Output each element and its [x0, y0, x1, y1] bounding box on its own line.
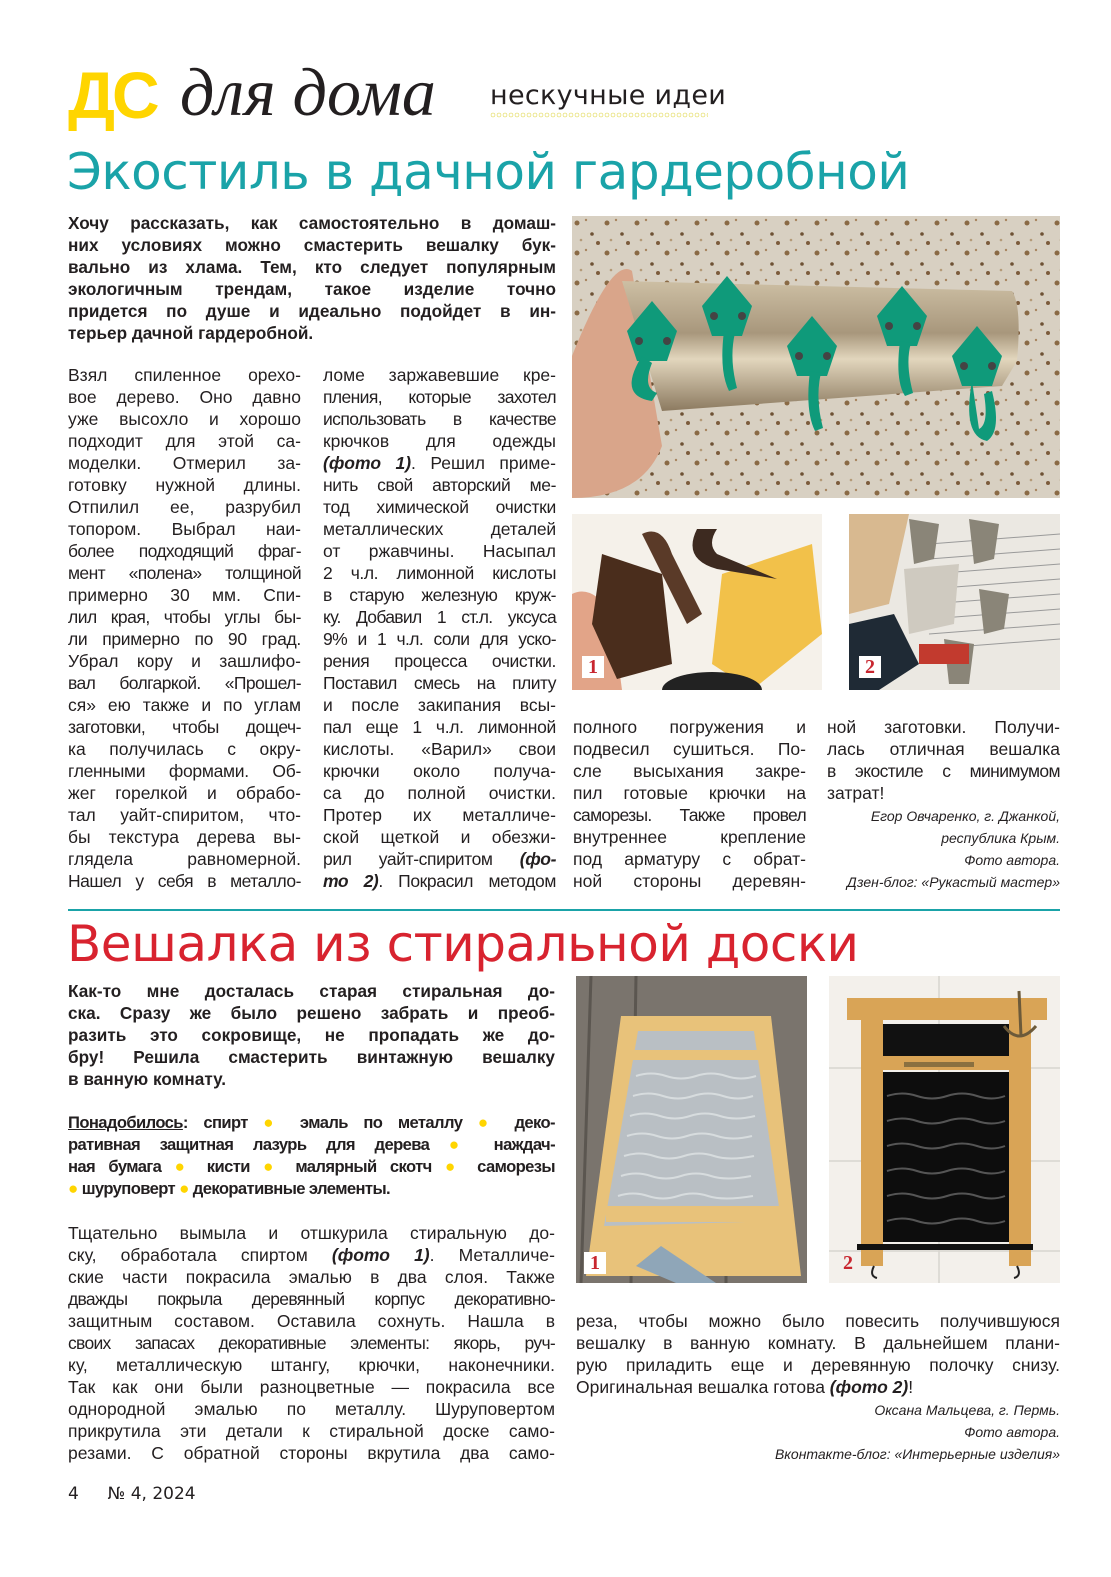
newspaper-header — [919, 644, 969, 664]
text-line: в старую железную круж- — [323, 585, 556, 605]
text-line — [576, 1376, 1060, 1398]
text-line — [68, 1244, 555, 1266]
washboard-before-illustration — [576, 976, 807, 1283]
text-line: ной стороны деревян- — [573, 871, 806, 891]
text-line — [323, 452, 556, 474]
bullet-icon: ● — [68, 1179, 78, 1198]
bullet-icon: ● — [179, 1179, 189, 1198]
lead-line: придется по душе и идеально подойдет в ин- — [68, 301, 556, 321]
photo-rusty-hooks — [572, 514, 822, 690]
text-fragment: . Решил приме- — [411, 453, 556, 473]
text-line: своих запасах декоративные элементы: якорь, руч- — [68, 1333, 555, 1353]
text-fragment: ску, обработала спиртом — [68, 1245, 332, 1265]
magazine-logo-ds: ДС — [68, 58, 157, 132]
photo-washboard-after — [829, 976, 1060, 1283]
text-line: ка получилась с окру- — [68, 739, 301, 759]
text-line: дважды покрыла деревянный корпус декоративно- — [68, 1289, 555, 1309]
text-line: Протер их металличе- — [323, 805, 556, 825]
material-item: шуруповерт — [81, 1179, 176, 1198]
metal-plate — [904, 564, 959, 634]
photo-reference: то 2) — [323, 871, 379, 891]
text-line: внутреннее крепление — [573, 827, 806, 847]
text-line: кислоты. «Варил» свои — [323, 739, 556, 759]
text-line: вое дерево. Оно давно — [68, 387, 301, 407]
article2-title: Вешалка из стиральной доски — [67, 915, 859, 973]
text-line: нить свой авторский ме- — [323, 475, 556, 495]
text-line: са до полной очистки. — [323, 783, 556, 803]
article1-column-2 — [323, 364, 556, 892]
text-fragment: . Металличе- — [429, 1245, 555, 1265]
material-item: малярный скотч — [295, 1157, 432, 1176]
material-item: наждач- — [493, 1135, 555, 1154]
handle — [904, 1062, 974, 1067]
text-line: пления, которые захотел — [323, 387, 556, 407]
photo-reference: (фо- — [519, 849, 556, 869]
text-line: защитным составом. Оставила сохнуть. Нашла в — [68, 1311, 555, 1331]
text-line: Отпилил ее, разрубил — [68, 497, 301, 517]
text-line: Нашел у себя в металло- — [68, 871, 301, 891]
frame-right — [1009, 1016, 1031, 1266]
material-item: ративная защитная лазурь для дерева — [68, 1135, 430, 1154]
text-line: тал уайт-спиритом, что- — [68, 805, 301, 825]
material-item: ная бумага — [68, 1157, 162, 1176]
text-line: моделки. Отмерил за- — [68, 453, 301, 473]
article1-lead — [68, 212, 556, 344]
text-line: под арматуру с обрат- — [573, 849, 806, 869]
bullet-icon: ● — [448, 1135, 475, 1154]
text-line: в экостиле с минимумом — [827, 761, 1060, 781]
materials-label: Понадобилось — [68, 1113, 183, 1132]
black-panel — [883, 1024, 1009, 1056]
material-item: эмаль по металлу — [299, 1113, 463, 1132]
author-name: Оксана Мальцева, г. Пермь. — [874, 1402, 1060, 1418]
photo-number-badge: 1 — [582, 656, 604, 678]
article1-column-4 — [827, 716, 1060, 804]
author-name: Егор Овчаренко, г. Джанкой, — [870, 808, 1060, 824]
materials-list — [68, 1112, 555, 1200]
text-line: прикрутила эти детали к стиральной доске само- — [68, 1421, 555, 1441]
text-line: сле высыхания закре- — [573, 761, 806, 781]
bullet-icon: ● — [263, 1113, 285, 1132]
text-line — [68, 1156, 555, 1178]
text-line: резами. С обратной стороны вкрутила два само- — [68, 1443, 555, 1463]
text-line: Взял спиленное орехо- — [68, 365, 301, 385]
frame-bar — [606, 1206, 781, 1222]
text-line: жег горелкой и обрабо- — [68, 783, 301, 803]
text-line: гленными формами. Об- — [68, 761, 301, 781]
text-line — [68, 1178, 555, 1200]
material-item: деко- — [514, 1113, 555, 1132]
section-divider — [68, 909, 1060, 911]
text-line: глядела равномерной. — [68, 849, 301, 869]
text-line: крючки около получа- — [323, 761, 556, 781]
text-fragment: . Покрасил методом — [378, 871, 556, 891]
frame-left — [861, 1016, 883, 1266]
photo-cleaned-hooks — [849, 514, 1060, 690]
text-line: вал болгаркой. «Прошел- — [68, 673, 301, 693]
text-line: однородной эмалью по металлу. Шуруповертом — [68, 1399, 555, 1419]
bullet-icon: ● — [444, 1157, 464, 1176]
text-line — [68, 1134, 555, 1156]
photo-number-badge: 2 — [843, 1252, 853, 1274]
material-item: кисти — [206, 1157, 250, 1176]
article1-signature — [760, 805, 1060, 893]
text-line: мент «полена» толщиной — [68, 563, 301, 583]
text-line: тод химической очистки — [323, 497, 556, 517]
text-line: Убрал кору и зашлифо- — [68, 651, 301, 671]
text-line: саморезы. Также провел — [573, 805, 806, 825]
photo-number-badge: 2 — [859, 656, 881, 678]
text-line — [323, 848, 556, 870]
text-line: лась отличная вешалка — [827, 739, 1060, 759]
text-line: ломе заржавевшие кре- — [323, 365, 556, 385]
blog-credit: Вконтакте-блог: «Интерьерные изделия» — [774, 1446, 1060, 1462]
frame-bar — [631, 1050, 761, 1060]
text-line: реза, чтобы можно было повесить получившуюся — [576, 1311, 1060, 1331]
text-line: уже высохло и хорошо — [68, 409, 301, 429]
text-line: заготовки, чтобы дощеч- — [68, 717, 301, 737]
page-number: 4 — [68, 1484, 79, 1504]
text-line: примерно 30 мм. Спи- — [68, 585, 301, 605]
text-line: металлических деталей — [323, 519, 556, 539]
text-line — [323, 870, 556, 892]
bullet-icon: ● — [174, 1157, 194, 1176]
text-line: ку, металлическую штангу, крючки, наконечники. — [68, 1355, 555, 1375]
text-line: затрат! — [827, 783, 885, 803]
text-line: от ржавчины. Насыпал — [323, 541, 556, 561]
text-line: Тщательно вымыла и отшкурила стиральную до- — [68, 1223, 555, 1243]
article2-body-left — [68, 1222, 555, 1464]
article1-title: Экостиль в дачной гардеробной — [67, 143, 910, 201]
rusty-hooks-illustration — [572, 514, 822, 690]
text-fragment: Оригинальная вешалка готова — [576, 1377, 830, 1397]
blog-credit: Дзен-блог: «Рукастый мастер» — [846, 874, 1060, 890]
lead-line: Как-то мне досталась старая стиральная до- — [68, 981, 555, 1001]
rubric-ornament — [490, 112, 708, 118]
text-line: лил края, чтобы углы бы- — [68, 607, 301, 627]
photo-number-badge: 1 — [584, 1252, 606, 1274]
text-line: ной заготовки. Получи- — [827, 717, 1060, 737]
text-line: 9% и 1 ч.л. соли для уско- — [323, 629, 556, 649]
text-line: подвесил сушиться. По- — [573, 739, 806, 759]
material-item: саморезы — [477, 1157, 555, 1176]
lead-line: разить это сокровище, не пропадать же до- — [68, 1025, 555, 1045]
text-line: ские части покрасила эмалью в два слоя. Также — [68, 1267, 555, 1287]
section-title: для дома — [180, 54, 436, 130]
text-line: крючков для одежды — [323, 431, 556, 451]
article2-lead — [68, 980, 555, 1090]
text-line: рения процесса очистки. — [323, 651, 556, 671]
text-line: Так как они были разноцветные — покрасила все — [68, 1377, 555, 1397]
lead-line: вально из хлама. Тем, кто следует популярным — [68, 257, 556, 277]
material-item: : спирт — [182, 1113, 248, 1132]
material-item: декоративные элементы. — [192, 1179, 391, 1198]
photo-reference: (фото 1) — [323, 453, 412, 473]
text-line: 2 ч.л. лимонной кислоты — [323, 563, 556, 583]
photo-credit: Фото автора. — [964, 1424, 1060, 1440]
text-line: вешалку в ванную комнату. В дальнейшем плани- — [576, 1333, 1060, 1353]
text-line: ку. Добавил 1 ст.л. уксуса — [323, 607, 556, 627]
text-line: бы текстура дерева вы- — [68, 827, 301, 847]
lead-line: ска. Сразу же было решено забрать и преоб- — [68, 1003, 555, 1023]
photo-hook-board — [572, 216, 1060, 498]
author-location: республика Крым. — [941, 830, 1060, 846]
lead-line: в ванную комнату. — [68, 1069, 226, 1089]
text-line: готовку нужной длины. — [68, 475, 301, 495]
lead-line: экологичным трендам, такое изделие точно — [68, 279, 556, 299]
article1-column-1 — [68, 364, 301, 892]
text-line: пал еще 1 ч.л. лимонной — [323, 717, 556, 737]
photo-credit: Фото автора. — [964, 852, 1060, 868]
text-fragment: рил уайт-спиритом — [323, 849, 520, 869]
text-line: ской щеткой и обезжи- — [323, 827, 556, 847]
text-line: подходит для этой са- — [68, 431, 301, 451]
text-line: использовать в качестве — [323, 409, 556, 429]
photo-washboard-before — [576, 976, 807, 1283]
text-line: ся» ею также и по углам — [68, 695, 301, 715]
text-line: пил готовые крючки на — [573, 783, 806, 803]
bullet-icon: ● — [263, 1157, 283, 1176]
lead-line: терьер дачной гардеробной. — [68, 323, 314, 343]
text-line: рую приладить еще и деревянную полочку снизу. — [576, 1355, 1060, 1375]
text-line: полного погружения и — [573, 717, 806, 737]
metal-rod — [857, 1244, 1033, 1250]
bullet-icon: ● — [477, 1113, 499, 1132]
article2-body-right — [576, 1310, 1060, 1398]
washboard-after-illustration — [829, 976, 1060, 1283]
lead-line: бру! Решила смастерить винтажную вешалку — [68, 1047, 555, 1067]
photo-reference: (фото 1) — [331, 1245, 430, 1265]
text-line: ли примерно по 90 град. — [68, 629, 301, 649]
text-line: более подходящий фраг- — [68, 541, 301, 561]
text-line: Поставил смесь на плиту — [323, 673, 556, 693]
photo-reference: (фото 2) — [829, 1377, 909, 1397]
issue-number: № 4, 2024 — [107, 1484, 196, 1504]
text-line: топором. Выбрал наи- — [68, 519, 301, 539]
lead-line: них условиях можно смастерить вешалку бук- — [68, 235, 556, 255]
hook-board-illustration — [572, 216, 1060, 498]
article2-signature — [700, 1399, 1060, 1465]
text-fragment: ! — [908, 1377, 914, 1397]
lead-line: Хочу рассказать, как самостоятельно в домаш- — [68, 213, 556, 233]
rubric-label: нескучные идеи — [490, 80, 727, 111]
page-footer — [68, 1483, 196, 1505]
text-line: и после закипания всы- — [323, 695, 556, 715]
text-line — [68, 1112, 555, 1134]
